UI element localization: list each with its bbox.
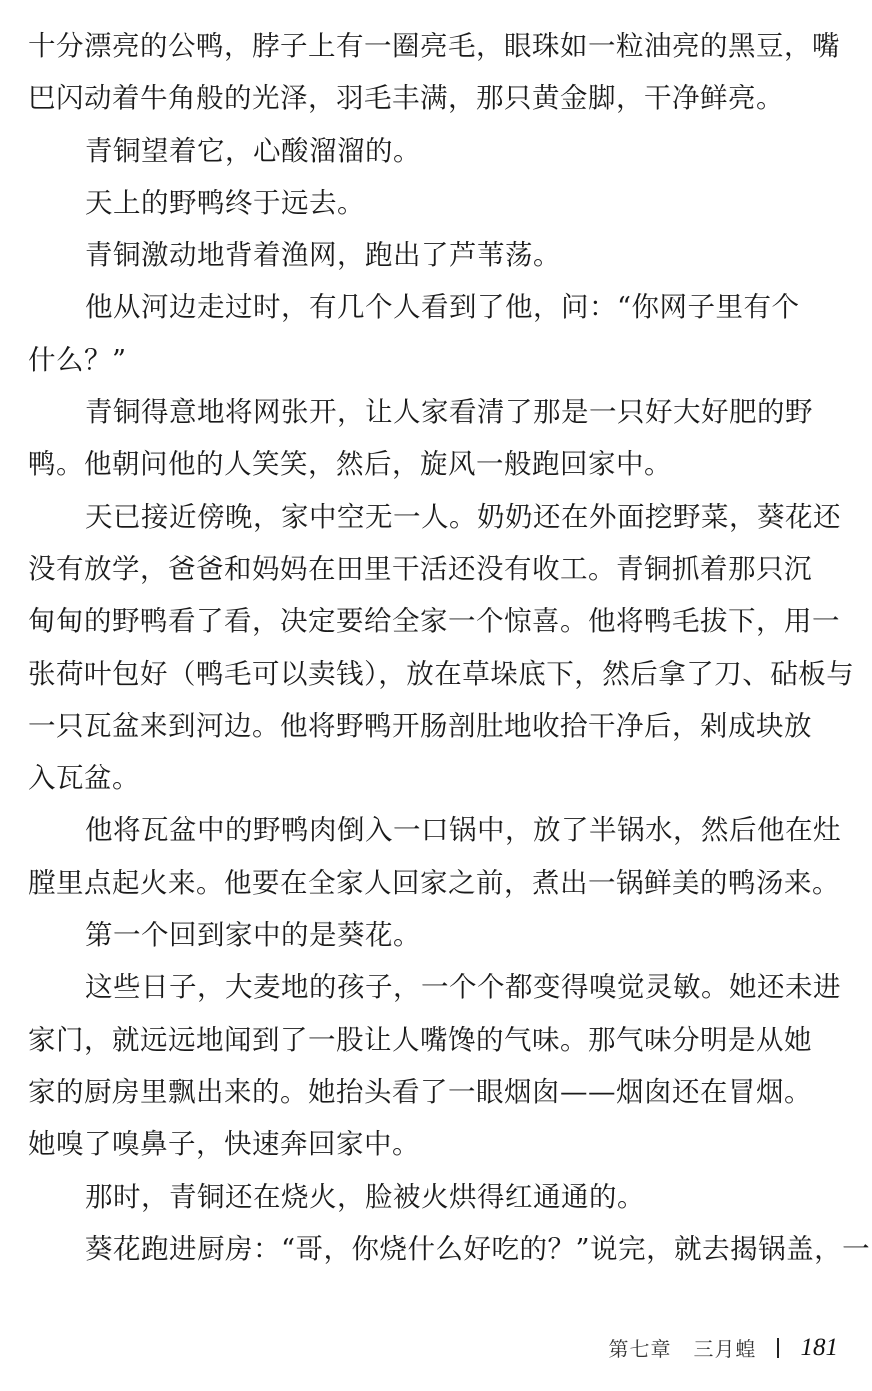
footer-divider (777, 1338, 779, 1358)
text-line-7: 什么？” (28, 343, 127, 376)
text-line-17: 膛里点起火来。他要在全家人回家之前，煮出一锅鲜美的鸭汤来。 (28, 866, 840, 899)
text-line-5: 青铜激动地背着渔网，跑出了芦苇荡。 (85, 239, 561, 272)
text-line-2: 巴闪动着牛角般的光泽，羽毛丰满，那只黄金脚，干净鲜亮。 (28, 82, 784, 115)
text-line-18: 第一个回到家中的是葵花。 (85, 919, 421, 952)
text-line-24: 葵花跑进厨房：“哥，你烧什么好吃的？”说完，就去揭锅盖，一 (85, 1232, 871, 1265)
text-line-1: 十分漂亮的公鸭，脖子上有一圈亮毛，眼珠如一粒油亮的黑豆，嘴 (28, 30, 840, 62)
text-line-23: 那时，青铜还在烧火，脸被火烘得红通通的。 (85, 1180, 645, 1213)
text-line-9: 鸭。他朝问他的人笑笑，然后，旋风一般跑回家中。 (28, 448, 672, 481)
text-line-21: 家的厨房里飘出来的。她抬头看了一眼烟囱——烟囱还在冒烟。 (28, 1075, 812, 1108)
body-text (28, 20, 871, 1275)
text-line-11: 没有放学，爸爸和妈妈在田里干活还没有收工。青铜抓着那只沉 (28, 552, 812, 585)
text-line-6: 他从河边走过时，有几个人看到了他，问：“你网子里有个 (85, 291, 800, 324)
text-line-8: 青铜得意地将网张开，让人家看清了那是一只好大好肥的野 (85, 396, 813, 429)
text-line-14: 一只瓦盆来到河边。他将野鸭开肠剖肚地收拾干净后，剁成块放 (28, 709, 812, 742)
text-line-12: 甸甸的野鸭看了看，决定要给全家一个惊喜。他将鸭毛拔下，用一 (28, 605, 840, 638)
text-line-16: 他将瓦盆中的野鸭肉倒入一口锅中，放了半锅水，然后他在灶 (85, 814, 841, 847)
text-line-10: 天已接近傍晚，家中空无一人。奶奶还在外面挖野菜，葵花还 (85, 500, 841, 533)
chapter-label: 第七章 (608, 1337, 672, 1361)
text-line-22: 她嗅了嗅鼻子，快速奔回家中。 (28, 1128, 420, 1161)
page-number: 181 (800, 1333, 838, 1361)
text-line-4: 天上的野鸭终于远去。 (85, 186, 365, 219)
text-line-13: 张荷叶包好（鸭毛可以卖钱），放在草垛底下，然后拿了刀、砧板与 (28, 657, 855, 690)
text-line-3: 青铜望着它，心酸溜溜的。 (85, 134, 421, 167)
page-footer (609, 1333, 839, 1362)
text-line-15: 入瓦盆。 (28, 762, 140, 795)
chapter-title: 三月蝗 (693, 1337, 757, 1361)
text-line-19: 这些日子，大麦地的孩子，一个个都变得嗅觉灵敏。她还未进 (85, 971, 841, 1004)
text-line-20: 家门，就远远地闻到了一股让人嘴馋的气味。那气味分明是从她 (28, 1023, 812, 1056)
